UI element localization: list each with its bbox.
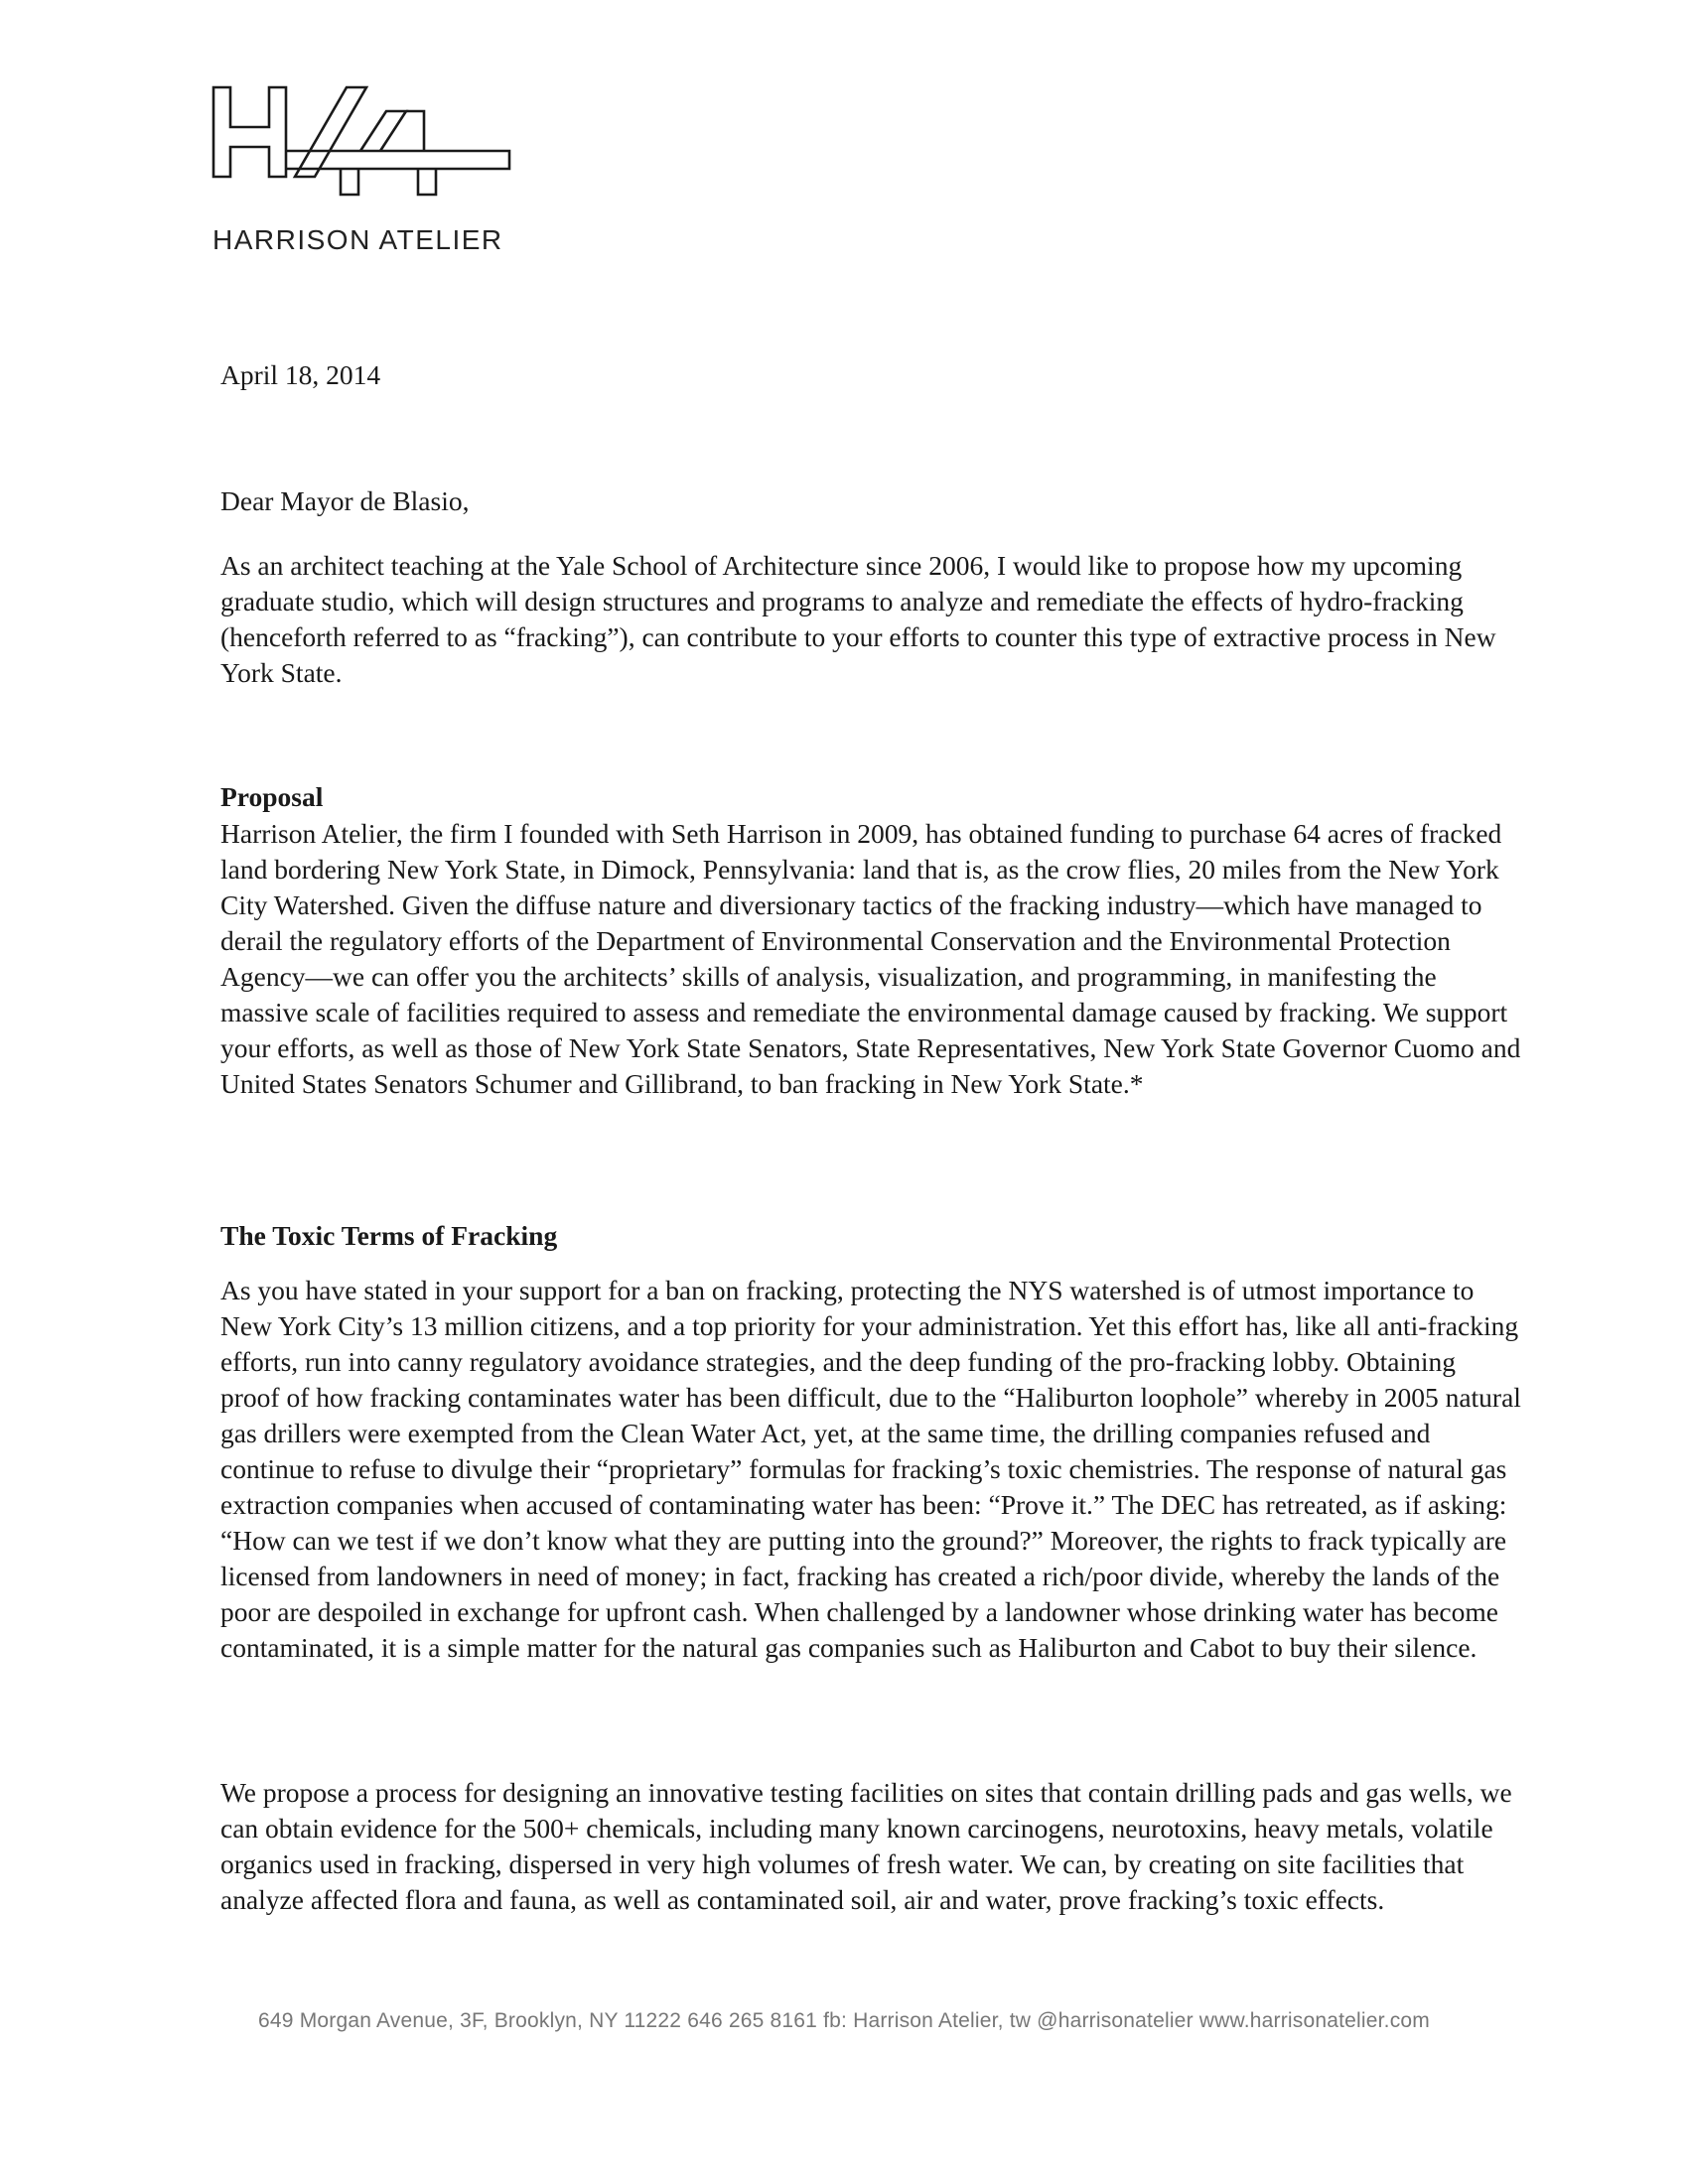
harrison-atelier-logo xyxy=(211,81,519,201)
toxic-terms-heading: The Toxic Terms of Fracking xyxy=(220,1220,558,1251)
letterhead xyxy=(211,81,529,256)
letterhead-footer: 649 Morgan Avenue, 3F, Brooklyn, NY 11222 646 265 8161 fb: Harrison Atelier, tw @harrisonatelier www.harrisonatelier.com xyxy=(258,2009,1430,2032)
intro-paragraph: As an architect teaching at the Yale School of Architecture since 2006, I would like to propose how my upcoming graduate studio, which will design structures and programs to analyze and remediate the effects of hydro-fracking (henceforth referred to as “fracking”), can contribute to your efforts to counter this type of extractive process in New York State. xyxy=(220,550,1496,688)
toxic-terms-paragraph-2: We propose a process for designing an innovative testing facilities on sites that contain drilling pads and gas wells, we can obtain evidence for the 500+ chemicals, including many known carcinogens, neurotoxins, heavy metals, volatile organics used in fracking, dispersed in very high volumes of fresh water. We can, by creating on site facilities that analyze affected flora and fauna, as well as contaminated soil, air and water, prove fracking’s toxic effects. xyxy=(220,1777,1512,1915)
toxic-terms-paragraph-1: As you have stated in your support for a ban on fracking, protecting the NYS watershed is of utmost importance to New York City’s 13 million citizens, and a top priority for your administration. Yet this effort has, like all anti-fracking efforts, run into canny regulatory avoidance strategies, and the deep funding of the pro-fracking lobby. Obtaining proof of how fracking contaminates water has been difficult, due to the “Haliburton loophole” whereby in 2005 natural gas drillers were exempted from the Clean Water Act, yet, at the same time, the drilling companies refused and continue to refuse to divulge their “proprietary” formulas for fracking’s toxic chemistries. The response of natural gas extraction companies when accused of contaminating water has been: “Prove it.” The DEC has retreated, as if asking: “How can we test if we don’t know what they are putting into the ground?” Moreover, the rights to frack typically are licensed from landowners in need of money; in fact, fracking has created a rich/poor divide, whereby the lands of the poor are despoiled in exchange for upfront cash. When challenged by a landowner whose drinking water has become contaminated, it is a simple matter for the natural gas companies such as Haliburton and Cabot to buy their silence. xyxy=(220,1275,1521,1663)
proposal-paragraph: Harrison Atelier, the firm I founded with Seth Harrison in 2009, has obtained funding to purchase 64 acres of fracked land bordering New York State, in Dimock, Pennsylvania: land that is, as the crow flies, 20 miles from the New York City Watershed. Given the diffuse nature and diversionary tactics of the fracking industry—which have managed to derail the regulatory efforts of the Department of Environmental Conservation and the Environmental Protection Agency—we can offer you the architects’ skills of analysis, visualization, and programming, in manifesting the massive scale of facilities required to assess and remediate the environmental damage caused by fracking. We support your efforts, as well as those of New York State Senators, State Representatives, New York State Governor Cuomo and United States Senators Schumer and Gillibrand, to ban fracking in New York State.* xyxy=(220,818,1521,1099)
firm-name: HARRISON ATELIER xyxy=(212,224,503,255)
letter-date: April 18, 2014 xyxy=(220,359,381,390)
proposal-heading: Proposal xyxy=(220,781,324,812)
salutation: Dear Mayor de Blasio, xyxy=(220,485,470,516)
